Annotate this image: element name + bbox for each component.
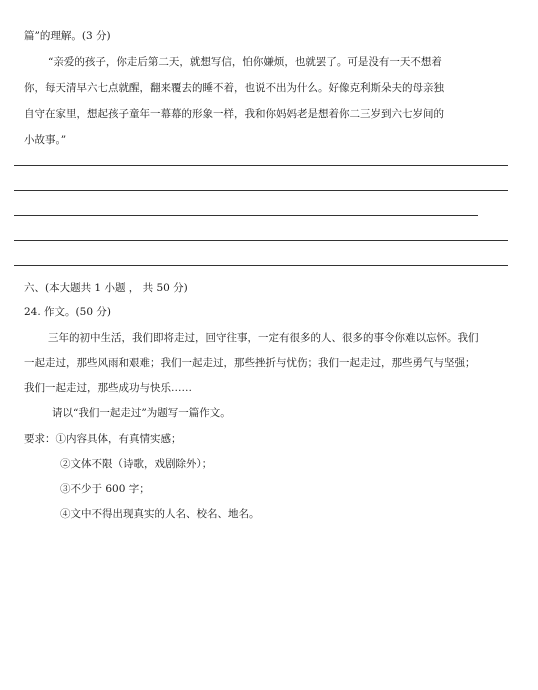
answer-line xyxy=(14,265,508,266)
requirement-3: ③不少于 600 字； xyxy=(60,483,150,495)
requirement-2: ②文体不限（诗歌，戏剧除外）； xyxy=(60,458,213,470)
prompt-line-2: 一起走过，那些风雨和艰难；我们一起走过，那些挫折与忧伤；我们一起走过，那些勇气与坚强； xyxy=(24,357,476,369)
prompt-line-3: 我们一起走过，那些成功与快乐…… xyxy=(24,382,192,394)
answer-line xyxy=(14,165,508,166)
intro-line: 篇”的理解。(3 分) xyxy=(24,30,111,42)
answer-line xyxy=(14,190,508,191)
quote-line-1: “亲爱的孩子，你走后第二天，就想写信，怕你嫌烦，也就罢了。可是没有一天不想着 xyxy=(48,56,442,68)
requirements-label: 要求：①内容具体，有真情实感； xyxy=(24,433,182,445)
answer-line xyxy=(14,240,508,241)
question-title: 24. 作文。(50 分) xyxy=(24,306,111,318)
prompt-line-1: 三年的初中生活，我们即将走过，回守往事，一定有很多的人、很多的事令你难以忘怀。我们 xyxy=(48,332,479,344)
instruction: 请以“我们一起走过”为题写一篇作文。 xyxy=(52,407,231,419)
requirement-4: ④文中不得出现真实的人名、校名、地名。 xyxy=(60,508,260,520)
quote-line-2: 你，每天清早六七点就醒，翻来覆去的睡不着，也说不出为什么。好像克利斯朵夫的母亲独 xyxy=(24,82,444,94)
quote-line-4: 小故事。” xyxy=(24,134,67,146)
section-heading: 六、(本大题共 1 小题 ， 共 50 分) xyxy=(24,282,188,294)
quote-line-3: 自守在家里，想起孩子童年一幕幕的形象一样，我和你妈妈老是想着你二三岁到六七岁间的 xyxy=(24,108,444,120)
answer-line xyxy=(14,215,478,216)
